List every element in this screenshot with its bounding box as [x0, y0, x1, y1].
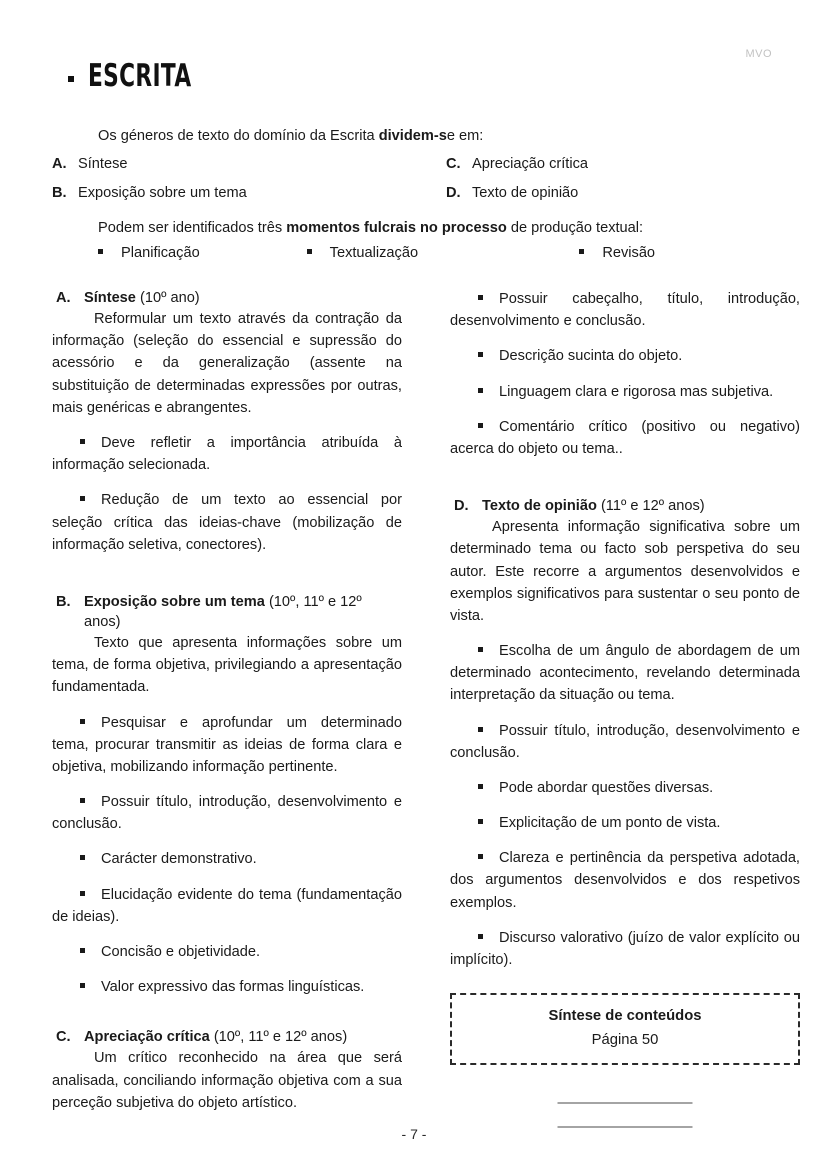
- square-bullet-icon: [478, 352, 483, 357]
- bullet-text: Redução de um texto ao essencial por seleção crítica das ideias-chave (mobilização de informação seletiva, conectores).: [52, 492, 402, 553]
- spacer: [450, 460, 800, 482]
- square-bullet-icon: [307, 249, 312, 254]
- intro-lead-plain: Os géneros de texto do domínio da Escrita: [98, 128, 379, 144]
- section-marker: C.: [56, 1029, 71, 1046]
- intro-section: [52, 126, 792, 203]
- section-paragraph: Texto que apresenta informações sobre um tema, de forma objetiva, privilegiando a apresentação fundamentada.: [52, 635, 402, 696]
- bullet-item: [450, 381, 800, 403]
- bullet-text: Pesquisar e aprofundar um determinado tema, procurar transmitir as ideias de forma clara e objetiva, mobilizando informação pertinente.: [52, 714, 402, 775]
- summary-box: [450, 993, 800, 1065]
- bullet-text: Pode abordar questões diversas.: [499, 779, 714, 796]
- list-label: Planificação: [121, 245, 200, 262]
- bullet-text: Comentário crítico (positivo ou negativo) acerca do objeto ou tema..: [450, 418, 800, 457]
- square-bullet-icon: [478, 295, 483, 300]
- moments-lead-bold: momentos fulcrais no processo: [286, 220, 507, 236]
- bullet-item: [52, 432, 402, 476]
- intro-lead-bold: dividem-s: [378, 128, 447, 144]
- square-bullet-icon: [80, 855, 85, 860]
- bullet-text: Possuir cabeçalho, título, introdução, desenvolvimento e conclusão.: [450, 291, 800, 330]
- bullet-text: Valor expressivo das formas linguísticas.: [101, 979, 365, 996]
- list-marker: D.: [446, 184, 461, 201]
- intro-lead: [98, 126, 792, 147]
- section-heading-b: [52, 592, 402, 632]
- bullet-item: [450, 720, 800, 764]
- list-item: [299, 245, 546, 261]
- bullet-item: [52, 941, 402, 963]
- moments-lead-tail: de produção textual:: [506, 220, 644, 236]
- bullet-item: [450, 288, 800, 332]
- square-bullet-icon: [478, 784, 483, 789]
- page-title-text: ESCRITA: [88, 58, 192, 94]
- bullet-item: [450, 777, 800, 799]
- section-title: Texto de opinião: [482, 498, 597, 515]
- bullet-item: [450, 416, 800, 460]
- bullet-text: Possuir título, introdução, desenvolvimento e conclusão.: [450, 722, 800, 761]
- square-bullet-icon: [478, 819, 483, 824]
- summary-box-page: Página 50: [591, 1032, 659, 1049]
- page-title: [68, 58, 236, 94]
- left-column: [52, 288, 402, 1138]
- list-item: [444, 183, 792, 203]
- bullet-item: [450, 345, 800, 367]
- bullet-item: [52, 489, 402, 556]
- list-item: [52, 154, 444, 174]
- list-marker: C.: [446, 156, 461, 173]
- section-years: (11º e 12º anos): [600, 498, 705, 515]
- square-bullet-icon: [80, 983, 85, 988]
- moments-section: [52, 218, 792, 261]
- header-watermark: MVO: [745, 48, 772, 60]
- square-bullet-icon: [68, 76, 74, 82]
- square-bullet-icon: [478, 388, 483, 393]
- square-bullet-icon: [478, 727, 483, 732]
- section-title: Apreciação crítica: [84, 1029, 210, 1046]
- bullet-text: Clareza e pertinência da perspetiva adotada, dos argumentos desenvolvidos e dos respetivos exemplos.: [450, 850, 800, 911]
- bullet-item: [52, 848, 402, 870]
- list-label: Texto de opinião: [472, 184, 579, 201]
- intro-lead-tail: e em:: [446, 128, 484, 144]
- two-column-body: [52, 288, 800, 1138]
- moments-list: [52, 245, 792, 261]
- list-marker: B.: [52, 184, 67, 201]
- moments-lead: [98, 218, 792, 239]
- list-item: [545, 245, 792, 261]
- square-bullet-icon: [80, 439, 85, 444]
- bullet-item: [52, 712, 402, 779]
- right-column: [450, 288, 800, 1138]
- square-bullet-icon: [80, 496, 85, 501]
- bullet-item: [52, 976, 402, 998]
- square-bullet-icon: [478, 854, 483, 859]
- section-paragraph: Reformular um texto através da contração da informação (seleção do essencial e supressão do acessório e da generalização (assente na substituição de determinadas expressões por outras, mais genéricas e abrangentes.: [52, 311, 402, 416]
- bullet-item: [450, 847, 800, 914]
- bullet-item: [450, 812, 800, 834]
- bullet-text: Carácter demonstrativo.: [101, 851, 257, 868]
- bullet-text: Concisão e objetividade.: [101, 943, 261, 960]
- spacer: [52, 998, 402, 1013]
- list-item: [52, 245, 299, 261]
- list-label: Apreciação crítica: [472, 156, 588, 173]
- section-years: (10º ano): [139, 290, 200, 306]
- section-years: (10º, 11º e 12º anos): [84, 593, 362, 630]
- section-years: (10º, 11º e 12º anos): [213, 1029, 348, 1046]
- section-heading-d: [450, 496, 800, 516]
- bullet-text: Descrição sucinta do objeto.: [499, 348, 683, 365]
- bullet-text: Linguagem clara e rigorosa mas subjetiva.: [499, 383, 774, 400]
- square-bullet-icon: [80, 719, 85, 724]
- bullet-item: [52, 884, 402, 928]
- section-marker: B.: [56, 593, 71, 610]
- section-marker: A.: [56, 290, 71, 306]
- square-bullet-icon: [478, 934, 483, 939]
- list-label: Revisão: [602, 245, 656, 262]
- square-bullet-icon: [80, 798, 85, 803]
- spacer: [52, 556, 402, 578]
- summary-box-title: Síntese de conteúdos: [548, 1008, 702, 1025]
- section-title: Exposição sobre um tema: [84, 593, 265, 610]
- section-marker: D.: [454, 498, 469, 515]
- list-marker: A.: [52, 156, 67, 173]
- section-title: Síntese: [84, 290, 136, 306]
- section-paragraph: Apresenta informação significativa sobre um determinado tema ou facto sob perspetiva do seu autor. Este recorre a argumentos desenvolvidos e exemplos significativos para sustentar o seu ponto de vista.: [450, 519, 800, 624]
- list-item: [52, 183, 444, 203]
- square-bullet-icon: [478, 647, 483, 652]
- list-label: Exposição sobre um tema: [78, 184, 247, 201]
- page-footer: - 7 -: [401, 1126, 427, 1142]
- bullet-text: Elucidação evidente do tema (fundamentação de ideias).: [52, 886, 402, 925]
- square-bullet-icon: [98, 249, 103, 254]
- list-label: Textualização: [329, 245, 419, 262]
- square-bullet-icon: [579, 249, 584, 254]
- writing-line: —————————: [557, 1094, 693, 1112]
- moments-lead-plain: Podem ser identificados três: [98, 220, 287, 236]
- bullet-item: [450, 927, 800, 971]
- bullet-text: Escolha de um ângulo de abordagem de um determinado acontecimento, revelando determinada interpretação da situação ou tema.: [450, 643, 800, 704]
- square-bullet-icon: [478, 423, 483, 428]
- square-bullet-icon: [80, 948, 85, 953]
- section-heading-a: [52, 288, 402, 308]
- section-heading-c: [52, 1027, 402, 1047]
- bullet-item: [450, 640, 800, 707]
- bullet-text: Discurso valorativo (juízo de valor explícito ou implícito).: [450, 929, 800, 968]
- list-label: Síntese: [78, 156, 128, 173]
- writing-line: —————————: [557, 1117, 693, 1135]
- bullet-text: Explicitação de um ponto de vista.: [499, 815, 721, 832]
- bullet-text: Possuir título, introdução, desenvolvimento e conclusão.: [52, 794, 402, 833]
- bullet-item: [52, 791, 402, 835]
- genre-list: [52, 154, 792, 203]
- list-item: [444, 154, 792, 174]
- bullet-text: Deve refletir a importância atribuída à informação selecionada.: [52, 434, 402, 474]
- square-bullet-icon: [80, 891, 85, 896]
- section-paragraph: Um crítico reconhecido na área que será analisada, conciliando informação objetiva com a sua perceção subjetiva do objeto artístico.: [52, 1050, 402, 1111]
